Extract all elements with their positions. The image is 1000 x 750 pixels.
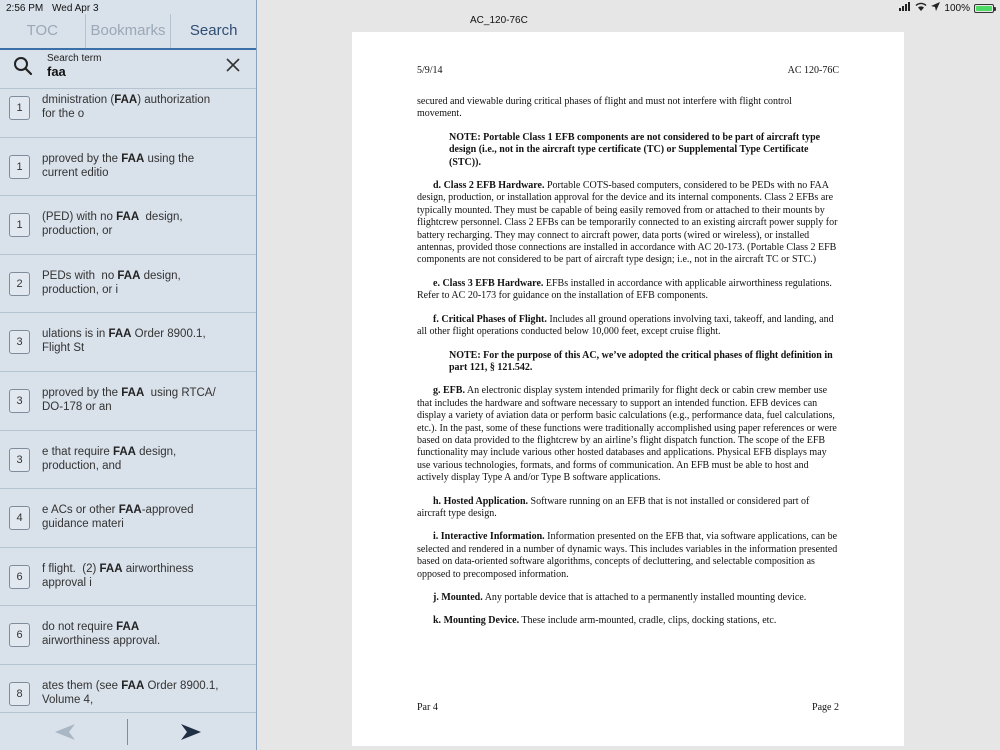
item-label: j. [433,592,439,603]
result-snippet [42,210,247,238]
page-body [417,96,839,639]
document-title: AC_120-76C [470,15,528,26]
snippet-before: e ACs or other [42,504,119,517]
snippet-after: -approved guidance materi [42,504,194,531]
header-date: 5/9/14 [417,65,443,76]
item-label: h. [433,495,442,507]
battery-percent: 100% [944,2,970,14]
sidebar [0,0,257,750]
note-2: NOTE: For the purpose of this AC, we’ve adopted the critical phases of flight definition in part 121, § 121.542. [449,349,833,373]
snippet-before: ates them (see [42,679,122,692]
page-footer [417,702,839,713]
snippet-after: Order 8900.1, Flight St [42,328,206,355]
item-heading: Hosted Application. [443,495,529,507]
paragraph-d [417,180,839,267]
item-text: Information presented on the EFB that, via software applications, can be selected and rendered in a number of dynamic ways. This includes variables in the information presented based on data-oriented software algorithms, concepts of decluttering, and selectable composition as opposed to precomposed information. [417,531,838,580]
paragraph-g [417,385,839,484]
page-number-badge: 1 [9,213,30,237]
result-snippet [42,503,247,531]
snippet-match: FAA [108,328,132,341]
search-icon [13,56,33,81]
tab-bar [0,14,256,50]
snippet-before: ulations is in [42,328,109,341]
search-label: Search term [47,53,102,64]
search-results-list [0,79,256,712]
snippet-match: FAA [118,504,142,517]
page-number-badge: 6 [9,565,30,589]
item-heading: EFB. [443,385,465,397]
snippet-match: FAA [112,445,136,458]
snippet-match: FAA [121,386,145,399]
page-number-badge: 1 [9,155,30,179]
snippet-after: Order 8900.1, Volume 4, [42,679,219,706]
left-arrow-icon[interactable] [54,723,76,746]
item-heading: Critical Phases of Flight. [441,313,547,325]
item-text: Any portable device that is attached to a permanently installed mounting device. [482,592,807,603]
item-label: g. [433,385,441,397]
item-text: EFBs installed in accordance with applicable airworthiness regulations. Refer to AC 20-173 for guidance on the installation of EFB components. [417,277,832,302]
search-result-item[interactable] [0,196,256,255]
signal-icon [899,2,911,14]
search-result-item[interactable] [0,431,256,490]
paragraph-j [417,592,839,604]
item-text: Includes all ground operations involving taxi, takeoff, and landing, and all other flight operations conducted below 10,000 feet, except cruise flight. [417,313,834,338]
item-heading: Mounted. [441,592,483,603]
paragraph-i [417,531,839,581]
page-number-badge: 3 [9,330,30,354]
search-result-item[interactable] [0,606,256,665]
result-snippet [42,152,247,180]
tab-bookmarks[interactable]: Bookmarks [86,14,172,48]
item-label: f. [433,313,439,325]
item-label: i. [433,531,439,543]
item-heading: Class 3 EFB Hardware. [442,277,544,289]
result-snippet [42,562,247,590]
paragraph-intro: secured and viewable during critical phases of flight and must not interfere with flight control movement. [417,96,792,120]
snippet-before: f flight. (2) [42,562,100,575]
page-number-badge: 6 [9,623,30,647]
wifi-icon [915,2,927,14]
result-snippet [42,620,247,648]
snippet-match: FAA [114,94,138,106]
page-number-badge: 4 [9,506,30,530]
search-result-item[interactable] [0,255,256,314]
snippet-match: FAA [116,621,140,634]
item-text: Portable COTS-based computers, considered to be PEDs with no FAA design, production, or installation approval for the device and its internal components. Class 2 EFBs are typically mounted. They must be capable of being easily removed from or attached to their mounts by flightcrew personnel. Class 2 EFBs can be temporarily connected to an existing aircraft power supply for battery recharging. They may connect to aircraft power, data ports (wired or wireless), or installed antennas, provided those connections are installed in accordance with AC 20-173. (Portable Class 2 EFB components are not considered to be part of aircraft type design; i.e., not in the aircraft TC or STC.) [417,180,838,266]
snippet-match: FAA [121,679,145,692]
location-icon [931,2,940,14]
snippet-before: (PED) with no [42,211,117,224]
search-result-item[interactable] [0,138,256,197]
footer-paragraph: Par 4 [417,702,438,713]
page-header [417,65,839,76]
snippet-after: using the current editio [42,152,195,179]
result-snippet [42,327,247,355]
status-bar-right [899,2,994,14]
snippet-after: design, production, and [42,445,177,472]
snippet-match: FAA [99,562,123,575]
snippet-after: using RTCA/ DO-178 or an [42,386,216,413]
snippet-after: airworthiness approval i [42,562,194,589]
tab-toc[interactable]: TOC [0,14,86,48]
note-1: NOTE: Portable Class 1 EFB components are not considered to be part of aircraft type design (i.e., not in the aircraft type certificate (TC) or Supplemental Type Certificate (STC)). [449,131,821,168]
snippet-match: FAA [117,269,141,282]
search-result-item[interactable] [0,665,256,712]
paragraph-e [417,278,839,303]
search-result-item[interactable] [0,313,256,372]
snippet-after: design, production, or i [42,269,181,296]
search-input[interactable]: faa [47,64,66,79]
battery-icon [974,4,994,13]
footer-page-number: Page 2 [812,702,839,713]
result-snippet [42,445,247,473]
status-date: Wed Apr 3 [52,3,99,14]
snippet-before: PEDs with no [42,269,118,282]
page-number-badge: 3 [9,448,30,472]
item-text: Software running on an EFB that is not installed or considered part of aircraft type design. [417,495,810,519]
status-bar-left [6,3,99,14]
snippet-after: airworthiness approval. [42,635,161,648]
status-time: 2:56 PM [6,3,44,14]
document-page[interactable] [352,32,904,746]
search-result-item[interactable] [0,79,256,138]
snippet-before: do not require [42,621,117,634]
close-icon[interactable] [226,58,240,77]
item-heading: Mounting Device. [443,615,520,627]
snippet-after: ) authorization for the o [42,94,211,120]
snippet-before: e that require [42,445,113,458]
right-arrow-icon[interactable] [180,723,202,746]
result-snippet [42,93,247,121]
header-doc-id: AC 120-76C [787,65,839,76]
result-snippet [42,269,247,297]
result-snippet [42,386,247,414]
item-label: k. [433,615,442,627]
tab-search[interactable]: Search [189,22,238,39]
snippet-before: pproved by the [42,386,122,399]
result-snippet [42,679,247,707]
page-number-badge: 1 [9,96,30,120]
snippet-match: FAA [121,152,145,165]
paragraph-f [417,314,839,339]
item-label: d. [433,180,442,192]
item-label: e. [433,277,440,289]
item-heading: Class 2 EFB Hardware. [443,180,545,192]
page-number-badge: 8 [9,682,30,706]
item-heading: Interactive Information. [440,531,545,543]
paragraph-h [417,496,839,521]
search-result-item[interactable] [0,489,256,548]
paragraph-k [417,615,839,627]
search-result-item[interactable] [0,548,256,607]
search-result-item[interactable] [0,372,256,431]
item-text: An electronic display system intended primarily for flight deck or cabin crew member use that includes the hardware and software necessary to support an intended function. EFB devices can display a variety of aviation data or perform basic calculations (e.g., performance data, fuel calculations, etc.). In the past, some of these functions were traditionally accomplished using paper references or were based on data provided to the flightcrew by an airline’s flight dispatch function. The scope of the EFB functionality may include various other hosted databases and applications. Physical EFB displays may use various technologies, formats, and forms of communication. An EFB must be able to host and actively display Type A and/or Type B software applications. [417,385,837,484]
snippet-before: dministration ( [42,94,115,106]
page-number-badge: 3 [9,389,30,413]
divider [127,719,128,745]
snippet-before: pproved by the [42,152,122,165]
page-number-badge: 2 [9,272,30,296]
item-text: These include arm-mounted, cradle, clips, docking stations, etc. [519,615,777,627]
bottom-nav [0,712,256,750]
snippet-match: FAA [116,211,140,224]
snippet-after: design, production, or [42,211,183,238]
